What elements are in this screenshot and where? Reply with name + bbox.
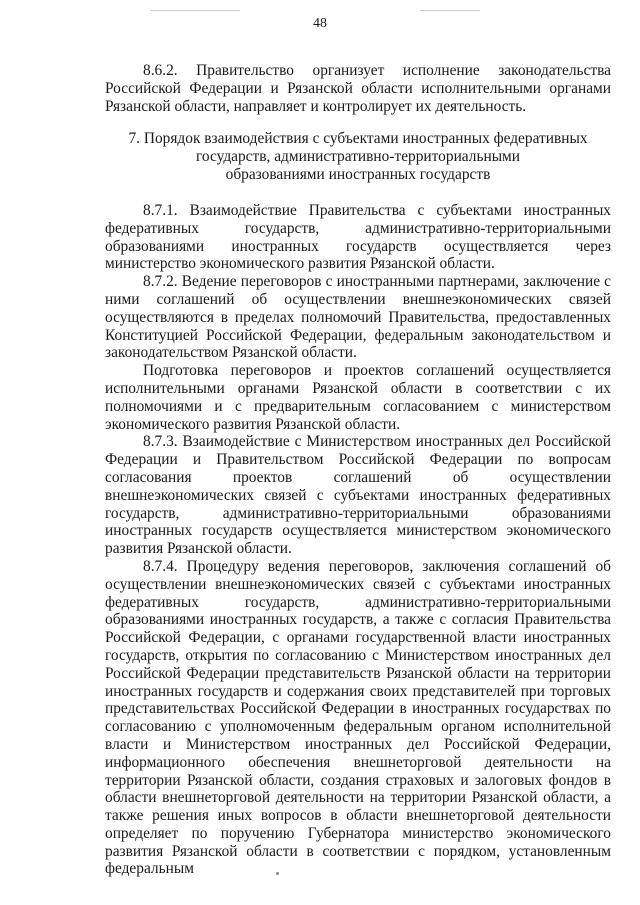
section-heading-line: образованиями иностранных государств: [225, 166, 491, 183]
section-body: [105, 202, 611, 878]
scan-artifact-line: [150, 10, 240, 11]
paragraph-8-7-2: 8.7.2. Ведение переговоров с иностранными партнерами, заключение с ними соглашений об осуществлении внешнеэкономических связей осуществляются в пределах полномочий Правительства, предоставленных Конституцией Российской Федерации, федеральным законодательством и законодательством Рязанской области.: [105, 273, 611, 362]
paragraph-8-7-3: 8.7.3. Взаимодействие с Министерством иностранных дел Российской Федерации и Правительством Российской Федерации по вопросам согласования проектов соглашений об осуществлении внешнеэкономических связей с субъектами иностранных федеративных государств, административно-территориальными образованиями иностранных государств осуществляется министерством экономического развития Рязанской области.: [105, 433, 611, 558]
paragraph-8-7-4: 8.7.4. Процедуру ведения переговоров, заключения соглашений об осуществлении внешнеэкономических связей с субъектами иностранных федеративных государств, административно-территориальными образованиями иностранных государств, а также с согласия Правительства Российской Федерации, с органами государственной власти иностранных государств, открытия по согласованию с Министерством иностранных дел Российской Федерации представительств Рязанской области на территории иностранных государств и содержания своих представителей при торговых представительствах Российской Федерации в иностранных государствах по согласованию с уполномоченным федеральным органом исполнительной власти и Министерством иностранных дел Российской Федерации, информационного обеспечения внешнеторговой деятельности на территории Рязанской области, создания страховых и залоговых фондов в области внешнеторговой деятельности на территории Рязанской области, а также решения иных вопросов в области внешнеторговой деятельности определяет по поручению Губернатора министерство экономического развития Рязанской области в соответствии с порядком, установленным федеральным: [105, 557, 611, 878]
paragraph-8-6-2: 8.6.2. Правительство организует исполнение законодательства Российской Федерации и Рязанской области исполнительными органами Рязанской области, направляет и контролирует их деятельность.: [105, 62, 611, 115]
page-number: 48: [313, 16, 327, 31]
paragraph-8-6-2-block: [105, 62, 611, 115]
section-heading-line: государств, административно-территориальными: [195, 148, 521, 165]
paragraph-8-7-1: 8.7.1. Взаимодействие Правительства с субъектами иностранных федеративных государств, административно-территориальными образованиями иностранных государств осуществляется через министерство экономического развития Рязанской области.: [105, 202, 611, 273]
section-heading-line: 7. Порядок взаимодействия с субъектами иностранных федеративных: [128, 130, 588, 147]
scan-dot: [276, 872, 279, 875]
section-heading: [105, 130, 611, 184]
scan-artifact-line: [420, 10, 480, 11]
paragraph-preparation: Подготовка переговоров и проектов соглашений осуществляется исполнительными органами Рязанской области в соответствии с их полномочиями и с предварительным согласованием с министерством экономического развития Рязанской области.: [105, 362, 611, 433]
